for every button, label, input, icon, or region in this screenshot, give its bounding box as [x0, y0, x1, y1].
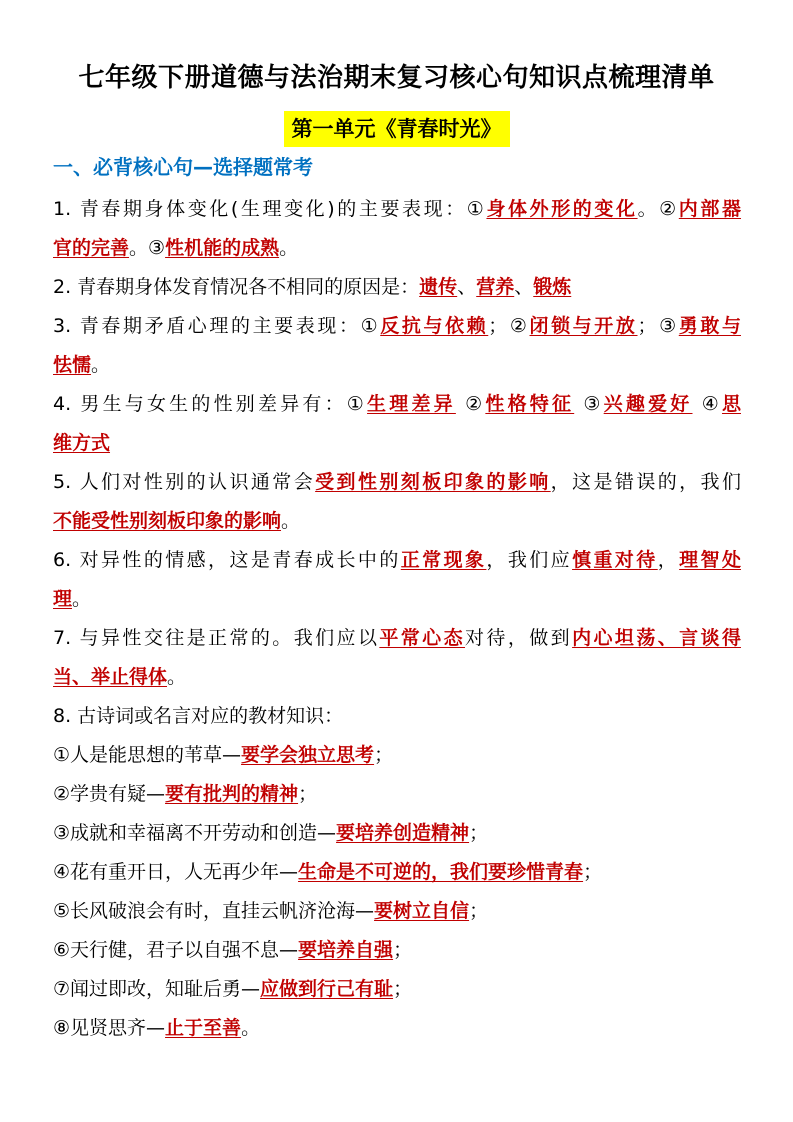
keyword: 受到性别刻板印象的影响: [315, 471, 551, 493]
item-1-line-2: [53, 229, 741, 268]
item-3-line-1: [53, 307, 741, 346]
poem-text: ；: [393, 978, 413, 1000]
keyword: 正常现象: [400, 549, 487, 571]
keyword: 内部器: [678, 198, 741, 220]
keyword: 闭锁与开放: [529, 315, 638, 337]
poem-text: ②学贵有疑—: [53, 783, 166, 805]
item-7-line-1: [53, 619, 741, 658]
unit-heading: [0, 111, 793, 147]
item-2: [53, 268, 741, 307]
item-4-line-1: [53, 385, 741, 424]
item-text: 、: [514, 276, 534, 298]
poem-item: [53, 931, 741, 970]
item-text: 对待，做到: [465, 627, 573, 649]
item-text: ②: [455, 393, 486, 415]
poem-item: [53, 1009, 741, 1048]
item-6-line-1: [53, 541, 741, 580]
poem-text: ；: [298, 783, 318, 805]
poem-text: ；: [583, 861, 603, 883]
item-text: 。③: [129, 237, 166, 259]
poem-text: ④花有重开日，人无再少年—: [53, 861, 299, 883]
poem-text: 。: [241, 1017, 261, 1039]
item-text: ；③: [637, 315, 679, 337]
item-text: 。: [281, 510, 301, 532]
poem-text: ⑦闻过即改，知耻后勇—: [53, 978, 261, 1000]
poem-text: ⑧见贤思齐—: [53, 1017, 166, 1039]
document-title: 七年级下册道德与法治期末复习核心句知识点梳理清单: [78, 63, 715, 93]
keyword: 营养: [476, 276, 515, 298]
poem-text: ；: [393, 939, 413, 961]
item-text: 。②: [637, 198, 679, 220]
poem-text: ；: [469, 900, 489, 922]
keyword: 慎重对待: [572, 549, 658, 571]
keyword: 理: [53, 588, 73, 610]
item-text: ，: [657, 549, 680, 571]
item-text: ；②: [488, 315, 530, 337]
poem-item: [53, 970, 741, 1009]
item-4-line-2: [53, 424, 741, 463]
item-7-line-2: [53, 658, 741, 697]
item-text: 3. 青春期矛盾心理的主要表现：①: [53, 315, 381, 337]
item-text: 。: [167, 666, 187, 688]
keyword: 内心坦荡、言谈得: [572, 627, 741, 649]
item-5-line-1: [53, 463, 741, 502]
item-8: [53, 697, 741, 736]
keyword: 维方式: [53, 432, 111, 454]
item-3-line-2: [53, 346, 741, 385]
item-text: ④: [692, 393, 722, 415]
poem-item: [53, 736, 741, 775]
keyword: 遗传: [419, 276, 458, 298]
item-text: 1. 青春期身体变化(生理变化)的主要表现：①: [53, 198, 487, 220]
item-text: 、: [457, 276, 477, 298]
keyword: 要有批判的精神: [165, 783, 299, 805]
item-text: 。: [91, 354, 111, 376]
poem-text: ；: [469, 822, 489, 844]
keyword: 不能受性别刻板印象的影响: [53, 510, 282, 532]
keyword: 生理差异: [367, 393, 456, 415]
poem-text: ①人是能思想的苇草—: [53, 744, 242, 766]
keyword: 思: [721, 393, 741, 415]
item-text: 4. 男生与女生的性别差异有：①: [53, 393, 368, 415]
item-text: ，这是错误的，我们: [550, 471, 741, 493]
keyword: 要培养自强: [298, 939, 394, 961]
keyword: 性机能的成熟: [165, 237, 280, 259]
unit-title: 第一单元《青春时光》: [284, 111, 510, 147]
poem-text: ⑥天行健，君子以自强不息—: [53, 939, 299, 961]
keyword: 兴趣爱好: [603, 393, 693, 415]
keyword: 官的完善: [53, 237, 130, 259]
item-text: 7. 与异性交往是正常的。我们应以: [53, 627, 380, 649]
item-1-line-1: [53, 190, 741, 229]
keyword: 勇敢与: [678, 315, 741, 337]
item-5-line-2: [53, 502, 741, 541]
core-sentences-list: [53, 190, 741, 1048]
keyword: 性格特征: [485, 393, 575, 415]
keyword: 平常心态: [379, 627, 466, 649]
item-text: 6. 对异性的情感，这是青春成长中的: [53, 549, 401, 571]
section-title: 一、必背核心句—选择题常考: [53, 155, 313, 179]
item-text: 2. 青春期身体发育情况各不相同的原因是：: [53, 276, 420, 298]
item-6-line-2: [53, 580, 741, 619]
keyword: 要树立自信: [374, 900, 470, 922]
keyword: 反抗与依赖: [380, 315, 489, 337]
poem-item: [53, 853, 741, 892]
keyword: 当、举止得体: [53, 666, 168, 688]
item-text: ，我们应: [486, 549, 573, 571]
keyword: 锻炼: [533, 276, 572, 298]
keyword: 理智处: [679, 549, 741, 571]
poem-text: ③成就和幸福离不开劳动和创造—: [53, 822, 337, 844]
keyword: 身体外形的变化: [486, 198, 638, 220]
poem-item: [53, 775, 741, 814]
keyword: 生命是不可逆的，我们要珍惜青春: [298, 861, 584, 883]
poem-text: ⑤长风破浪会有时，直挂云帆济沧海—: [53, 900, 375, 922]
poem-item: [53, 814, 741, 853]
keyword: 应做到行己有耻: [260, 978, 394, 1000]
keyword: 要学会独立思考: [241, 744, 375, 766]
item-text: 。: [279, 237, 299, 259]
keyword: 要培养创造精神: [336, 822, 470, 844]
item-text: ③: [574, 393, 604, 415]
poem-item: [53, 892, 741, 931]
item-text: 。: [72, 588, 92, 610]
item-text: 5. 人们对性别的认识通常会: [53, 471, 316, 493]
poem-text: ；: [374, 744, 394, 766]
keyword: 怯懦: [53, 354, 92, 376]
keyword: 止于至善: [165, 1017, 242, 1039]
item-text: 8. 古诗词或名言对应的教材知识：: [53, 705, 344, 727]
